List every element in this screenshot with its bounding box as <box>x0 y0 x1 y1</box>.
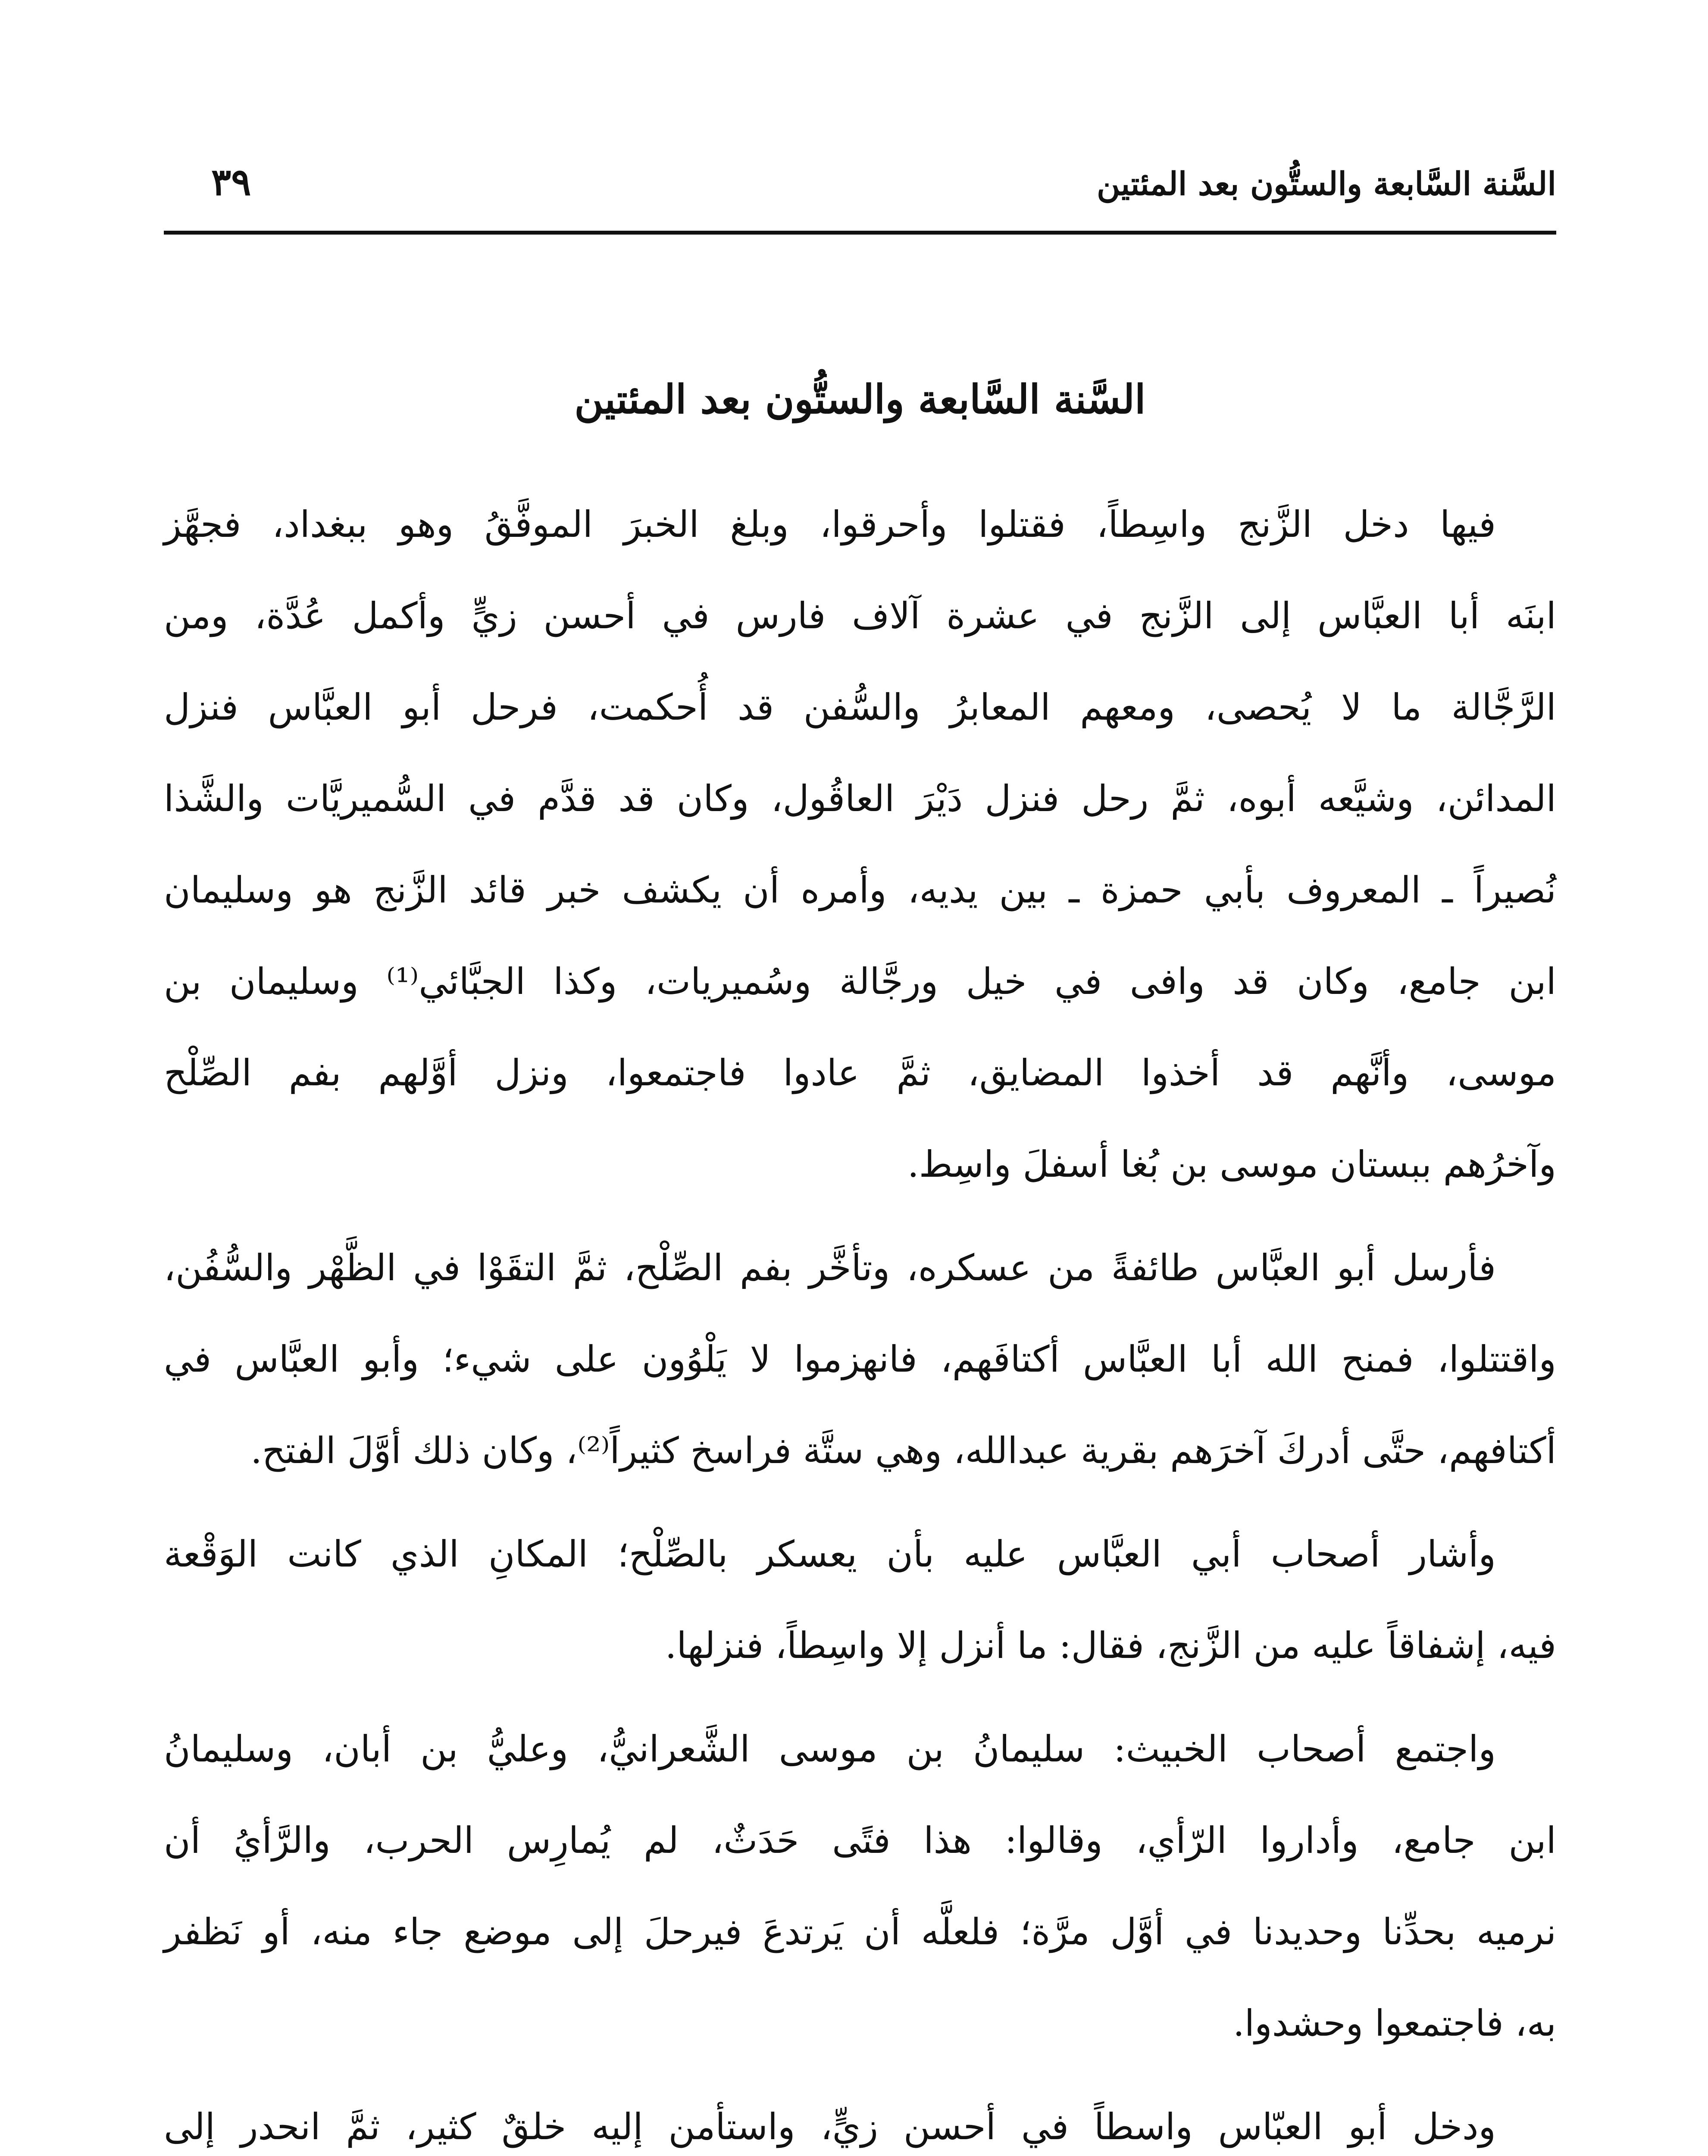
header-rule <box>164 231 1556 235</box>
paragraph <box>164 2081 1556 2156</box>
text-line: فيها دخل الزَّنج واسِطاً، فقتلوا وأحرقوا، وبلغ الخبرَ الموفَّقُ وهو ببغداد، فجهَّز <box>164 503 1496 545</box>
text-line: فيه، إشفاقاً عليه من الزَّنج، فقال: ما أنزل إلا واسِطاً، فنزلها. <box>665 1624 1556 1667</box>
chapter-title: السَّنة السَّابعة والستُّون بعد المئتين <box>574 376 1146 423</box>
text-line: ودخل أبو العبّاس واسطاً في أحسن زيٍّ، واستأمن إليه خلقٌ كثير، ثمَّ انحدر إلى <box>164 2106 1496 2148</box>
text-line: ابنَه أبا العبَّاس إلى الزَّنج في عشرة آلاف فارس في أحسن زيٍّ وأكمل عُدَّة، ومن <box>164 595 1556 637</box>
body-text <box>164 479 1556 2156</box>
paragraph <box>164 1703 1556 2069</box>
text-line: فأرسل أبو العبَّاس طائفةً من عسكره، وتأخَّر بفم الصِّلْح، ثمَّ التقَوْا في الظَّهْر والسُّفُن، <box>164 1247 1496 1289</box>
paragraph <box>164 479 1556 1210</box>
book-page <box>164 0 1556 2156</box>
text-line: موسى، وأنَّهم قد أخذوا المضايق، ثمَّ عادوا فاجتمعوا، ونزل أوَّلهم بفم الصِّلْح <box>164 1052 1556 1094</box>
text-line: نُصيراً ـ المعروف بأبي حمزة ـ بين يديه، وأمره أن يكشف خبر قائد الزَّنج هو وسليمان <box>164 869 1556 911</box>
text-line: واقتتلوا، فمنح الله أبا العبَّاس أكتافَهم، فانهزموا لا يَلْوُون على شيء؛ وأبو العبَّاس في <box>164 1338 1556 1380</box>
running-title: السَّنة السَّابعة والستُّون بعد المئتين <box>1097 166 1556 203</box>
text-line: أكتافهم، حتَّى أدركَ آخرَهم بقرية عبدالله، وهي ستَّة فراسخ كثيراً⁽²⁾، وكان ذلك أوَّلَ الفتح. <box>250 1429 1556 1472</box>
running-header <box>164 160 1556 224</box>
text-line: به، فاجتمعوا وحشدوا. <box>1233 2002 1556 2044</box>
paragraph <box>164 1222 1556 1496</box>
text-line: واجتمع أصحاب الخبيث: سليمانُ بن موسى الشَّعرانيُّ، وعليُّ بن أبان، وسليمانُ <box>164 1728 1496 1770</box>
text-line: الرَّجَّالة ما لا يُحصى، ومعهم المعابرُ والسُّفن قد أُحكمت، فرحل أبو العبَّاس فنزل <box>164 686 1556 728</box>
text-line: المدائن، وشيَّعه أبوه، ثمَّ رحل فنزل دَيْرَ العاقُول، وكان قد قدَّم في السُّميريَّات والشَّذا <box>164 777 1556 820</box>
text-line: ابن جامع، وأداروا الرّأي، وقالوا: هذا فتًى حَدَثٌ، لم يُمارِس الحرب، والرَّأيُ أن <box>164 1819 1556 1861</box>
page-number: ٣٩ <box>211 160 251 204</box>
text-line: وآخرُهم ببستان موسى بن بُغا أسفلَ واسِط. <box>907 1143 1556 1185</box>
text-line: وأشار أصحاب أبي العبَّاس عليه بأن يعسكر بالصِّلْح؛ المكانِ الذي كانت الوَقْعة <box>164 1533 1496 1575</box>
paragraph <box>164 1508 1556 1691</box>
text-line: ابن جامع، وكان قد وافى في خيل ورجَّالة وسُميريات، وكذا الجبَّائي⁽¹⁾ وسليمان بن <box>164 960 1556 1003</box>
text-line: نرميه بحدِّنا وحديدنا في أوَّل مرَّة؛ فلعلَّه أن يَرتدعَ فيرحلَ إلى موضع جاء منه، أو نَظفر <box>164 1911 1556 1953</box>
